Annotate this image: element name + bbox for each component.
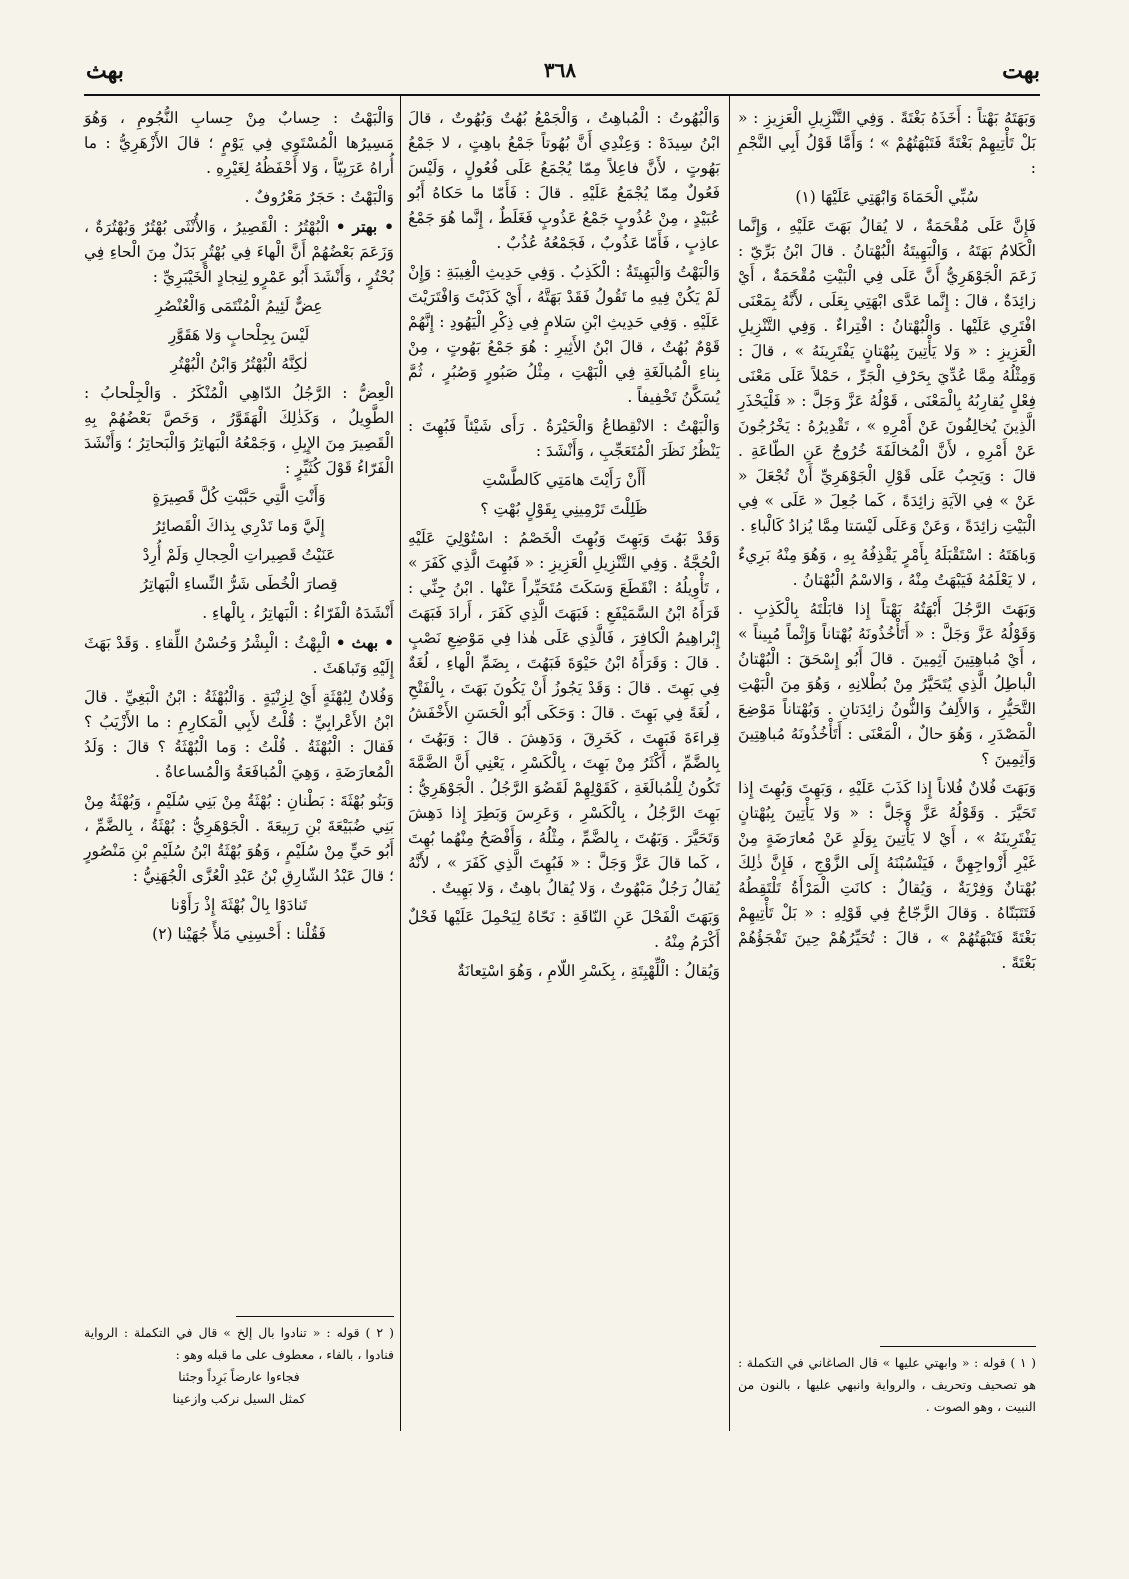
header-rule xyxy=(84,94,1040,96)
verse-line: فَقُلْنا : أَحْسِنِي مَلأً جُهَيْنا (٢) xyxy=(152,925,326,943)
column-divider-left xyxy=(400,96,401,1431)
verse-line: عَنَيْتُ قَصِيراتِ الْحِجالِ وَلَمْ أُرِدْ xyxy=(142,546,336,564)
paragraph: وَقَدْ بَهُتَ وَبَهِتَ وَبُهِتَ الْخَصْمُ : اسْتُوْلِيَ عَلَيْهِ الْحُجَّةُ . وَفِي التَّنْزِيلِ الْعَزِيزِ : « فَبُهِتَ الَّذِي كَفَرَ » ، تَأْوِيلُهُ : انْقَطَعَ وَسَكَتَ مُتَحَيِّراً عَنْها . ابْنُ جِنِّي : قَرَأَهُ ابْنُ السَّمَيْفَعِ : فَبَهَتَ الَّذِي كَفَرَ ، أَرادَ فَبَهَتَ إِبْراهِيمُ الْكافِرَ ، فَالَّذِي عَلَى هٰذا فِي مَوْضِعِ نَصْبٍ . قالَ : وَقَرَأَهُ ابْنُ حَيْوَةَ فَبَهُتَ ، بِضَمِّ الْهاءِ ، لُغَةٌ فِي بَهِتَ . قالَ : وَقَدْ يَجُوزُ أَنْ يَكُونَ بَهَتَ ، بِالْفَتْحِ ، لُغَةً فِي بَهِتَ . قالَ : وَحَكَى أَبُو الْحَسَنِ الأَخْفَشُ قِراءَةَ فَبَهِتَ ، كَخَرِقَ ، وَدَهِشَ . قالَ : وَبَهُتَ ، بِالضَّمِّ ، أَكْثَرُ مِنْ بَهِتَ ، بِالْكَسْرِ ، يَعْنِي أَنَّ الضَّمَّةَ تَكُونُ لِلْمُبالَغَةِ ، كَقَوْلِهِمْ لَقَضُوَ الرَّجُلُ . الْجَوْهَرِيُّ : بَهِتَ الرَّجُلُ ، بِالْكَسْرِ ، وَعَرِسَ وَبَطِرَ إِذا دَهِشَ وَتَحَيَّرَ . وَبَهُتَ ، بِالضَّمِّ ، مِثْلُهُ ، وَأَفْصَحُ مِنْهُما بُهِتَ ، كَما قالَ عَزَّ وَجَلَّ : « فَبُهِتَ الَّذِي كَفَرَ » ، لأَنَّهُ يُقالُ رَجُلٌ مَبْهُوتٌ ، وَلا يُقالُ باهِتٌ ، وَلا بَهِيتٌ . xyxy=(408,529,720,897)
entry-headword: • بهتر • xyxy=(335,217,394,236)
paragraph: وَالْبُهُوتُ : الْمُباهِتُ ، وَالْجَمْعُ بُهُتٌ وَبُهُوتٌ ، قالَ ابْنُ سِيدَهْ : وَعِنْدِي أَنَّ بُهُوتاً جَمْعُ باهِتٍ ، لا جَمْعُ بَهُوتٍ ، لأَنَّ فاعِلاً مِمّا يُجْمَعُ عَلَى فُعُولٍ ، وَلَيْسَ فَعُولٌ مِمّا يُجْمَعُ عَلَيْهِ . قالَ : فَأَمّا ما حَكاهُ أَبُو عُبَيْدٍ ، مِنْ عُذُوبٍ جَمْعُ عَذُوبٍ فَغَلَطٌ ، إِنَّما هُوَ جَمْعُ عاذِبٍ ، فَأَمّا عَذُوبٌ ، فَجَمْعُهُ عُذُبٌ . xyxy=(408,109,720,252)
column-divider-right xyxy=(729,96,730,1431)
paragraph: وَبَنُو بُهْثَةَ : بَطْنانِ : بُهْثَةُ مِنْ بَنِي سُلَيْمٍ ، وَبُهْثَةُ مِنْ بَنِي ضُبَيْعَةَ بْنِ رَبِيعَةَ . الْجَوْهَرِيُّ : بُهْثَةُ ، بِالضَّمِّ ، أَبُو حَيٍّ مِنْ سُلَيْمٍ ، وَهُوَ بُهْثَةُ ابْنُ سُلَيْمِ بْنِ مَنْصُورٍ ؛ قالَ عَبْدُ الشّارِقِ بْنُ عَبْدِ الْعُزَّى الْجُهَنِيُّ : xyxy=(84,792,394,885)
entry-bahath xyxy=(84,630,394,681)
footnote-rule-right xyxy=(880,1346,1036,1347)
verse-line: أَأَنْ رَأَيْتَ هامَتِي كَالطَّسْتِ xyxy=(482,471,646,489)
paragraph: وَبَهَتَ الْفَحْلَ عَنِ النّاقَةِ : نَحّاهُ لِيَحْمِلَ عَلَيْها فَحْلٌ أَكْرَمُ مِنْهُ . xyxy=(408,908,720,951)
footnote-text: ( ٢ ) قوله : « تنادوا بال إلخ » قال في التكملة : الرواية فنادوا ، بالفاء ، معطوف على ما قبله وهو : xyxy=(84,1325,394,1362)
column-right xyxy=(738,106,1036,1316)
paragraph: وَفُلانٌ لِبُهْثَةٍ أَيْ لِزِنْيَةٍ . وَالْبُهْثَةُ : ابْنُ الْبَغِيِّ . قالَ ابْنُ الأَعْرابِيِّ : قُلْتُ لأَبِي الْمَكارِمِ : ما الأَزْيَبُ ؟ فَقالَ : الْبُهْثَةُ . قُلْتُ : وَما الْبُهْثَةُ ؟ قالَ : وَلَدُ الْمُعارَضَةِ ، وَهِيَ الْمُبافَعَةُ وَالْمُساعاةُ . xyxy=(84,688,394,781)
paragraph: وَباهَتَهُ : اسْتَقْبَلَهُ بِأَمْرٍ يَقْذِفُهُ بِهِ ، وَهُوَ مِنْهُ بَرِيءٌ ، لا يَعْلَمُهُ فَيَبْهَتُ مِنْهُ ، وَالاسْمُ الْبُهْتانُ . xyxy=(738,546,1036,589)
paragraph: وَالْبَهْتُ وَالْبَهِيتَةُ : الْكَذِبُ . وَفِي حَدِيثِ الْغِيبَةِ : وَإِنْ لَمْ يَكُنْ فِيهِ ما تَقُولُ فَقَدْ بَهَتَّهُ ، أَيْ كَذَبْتَ وَافْتَرَيْتَ عَلَيْهِ . وَفِي حَدِيثِ ابْنِ سَلامٍ فِي ذِكْرِ الْيَهُودِ : إِنَّهُمْ قَوْمٌ بُهُتٌ ، قالَ ابْنُ الأَثِيرِ : هُوَ جَمْعُ بَهُوتٍ ، مِنْ بِناءِ الْمُبالَغَةِ فِي الْبَهْتِ ، مِثْلُ صَبُورٍ وَصُبُرٍ ، ثُمَّ يُسَكَّنُ تَخْفِيفاً . xyxy=(408,263,720,406)
page-number: ٣٦٨ xyxy=(543,58,577,82)
running-head-left-word: بهث xyxy=(86,58,124,84)
verse-line: عِضٌّ لَئِيمُ الْمُنْتَمَى وَالْعُنْصُرِ xyxy=(155,297,323,315)
verse-line: تَنادَوْا بِالْ بُهْثَةَ إِذْ رَأَوْنا xyxy=(170,896,308,914)
paragraph: وَبَهَتَهُ بَهْتاً : أَخَذَهُ بَغْتَةً . وَفِي التَّنْزِيلِ الْعَزِيزِ : « بَلْ تَأْتِيهِمْ بَغْتَةً فَتَبْهَتُهُمْ » ؛ وَأَمَّا قَوْلُ أَبِي النَّجْمِ : xyxy=(738,109,1036,177)
verse-line: قِصارَ الْخُطَى شَرُّ النِّساءِ الْبَهاتِرُ xyxy=(140,575,338,593)
paragraph: وَالْبَهْتُ : حِسابٌ مِنْ حِسابِ النُّجُومِ ، وَهُوَ مَسِيرُها الْمُسْتَوِي فِي يَوْمٍ ؛ قالَ الأَزْهَرِيُّ : ما أُراهُ عَرَبِيّاً ، وَلا أَحْفَظُهُ لِغَيْرِهِ . xyxy=(84,109,394,177)
column-left xyxy=(84,106,394,1336)
footnote-rule-left xyxy=(236,1316,394,1317)
column-middle xyxy=(408,106,720,1416)
entry-bohtur xyxy=(84,214,394,290)
verse-line: ظَلِلْتَ تَرْمِينِي بِقَوْلٍ بُهْتِ ؟ xyxy=(480,500,648,518)
verse-line: لٰكِنَّهُ الْبُهْتُرُ وَابْنُ الْبُهْتُرِ xyxy=(170,355,308,373)
footnote-right: ( ١ ) قوله : « وابهتي عليها » قال الصاغاني في التكملة : هو تصحيف وتحريف ، والرواية وانبهي عليها ، بالنون من النبيت ، وهو الصوت . xyxy=(738,1355,1036,1414)
paragraph: فَإِنَّ عَلَى مُقْحَمَةٌ ، لا يُقالُ بَهَتَ عَلَيْهِ ، وَإِنَّما الْكَلامُ بَهَتَهُ ، وَالْبَهِيتَةُ الْبُهْتانُ . قالَ ابْنُ بَرِّيّ : زَعَمَ الْجَوْهَرِيُّ أَنَّ عَلَى فِي الْبَيْتِ مُقْحَمَةٌ ، أَيْ زائِدَةٌ ، قالَ : إِنَّما عَدَّى ابْهَتِي بِعَلَى ، لأَنَّهُ بِمَعْنَى افْتَرِي عَلَيْها . وَالْبُهْتانُ : افْتِراءٌ . وَفِي التَّنْزِيلِ الْعَزِيزِ : « وَلا يَأْتِينَ بِبُهْتانٍ يَفْتَرِينَهُ » ، قالَ : وَمِثْلُهُ مِمَّا عُدِّيَ بِحَرْفِ الْجَرِّ ، حَمْلاً عَلَى مَعْنَى فِعْلٍ يُقارِبُهُ بِالْمَعْنَى ، قَوْلُهُ عَزَّ وَجَلَّ : « فَلْيَحْذَرِ الَّذِينَ يُخالِفُونَ عَنْ أَمْرِهِ » ، تَقْدِيرُهُ : يَخْرُجُونَ عَنْ أَمْرِهِ ، لأَنَّ الْمُخالَفَةَ خُرُوجٌ عَنِ الطّاعَةِ . قالَ : وَيَجِبُ عَلَى قَوْلِ الْجَوْهَرِيِّ أَنْ تُجْعَلَ « عَنْ » فِي الآيَةِ زائِدَةً ، كَما جُعِلَ « عَلَى » فِي الْبَيْتِ زائِدَةً ، وَعَنْ وَعَلَى لَيْسَتا مِمَّا يُزادُ كَالْباءِ . xyxy=(738,217,1036,535)
running-head xyxy=(80,52,1040,92)
entry-text: الْبُهْتُرُ : الْقَصِيرُ ، وَالأُنْثَى بُهْتُرٌ وَبُهْتُرَةٌ ، وَزَعَمَ بَعْضُهُمْ أَنَّ الْهاءَ فِي بُهْتُرٍ بَدَلٌ مِنَ الْحاءِ فِي بُحْتُرٍ ، وَأَنْشَدَ أَبُو عَمْرٍو لِنِجادٍ الْخَيْبَرِيِّ : xyxy=(84,218,394,286)
paragraph: وَالْبَهْتُ : الانْقِطاعُ وَالْحَيْرَةُ . رَأَى شَيْئاً فَبُهِتَ : يَنْظُرُ نَظَرَ الْمُتَعَجِّبِ ، وَأَنْشَدَ : xyxy=(408,417,720,460)
paragraph: أَنْشَدَهُ الْفَرّاءُ : الْبَهاتِرُ ، بِالْهاءِ . xyxy=(202,604,394,622)
entry-text: الْبِهْثُ : الْبِشْرُ وَحُسْنُ اللِّقاءِ . وَقَدْ بَهَثَ إِلَيْهِ وَتَباهَثَ . xyxy=(84,634,394,677)
footnote-verse: كمثل السيل نركب وازعينا xyxy=(172,1391,306,1406)
paragraph: وَيُقالُ : الْلِّهْبِتَةِ ، بِكَسْرِ اللّامِ ، وَهُوَ اسْتِعانَةٌ xyxy=(457,962,720,980)
paragraph: الْعِضُّ : الرَّجُلُ الدّاهِي الْمُنْكَرُ . وَالْجِلْحابُ : الطَّوِيلُ ، وَكَذٰلِكَ الْهَقَوَّرُ ، وَخَصَّ بَعْضُهُمْ بِهِ الْقَصِيرَ مِنَ الإِبِلِ ، وَجَمْعُهُ الْبَهاتِرُ وَالْبَحاتِرُ ؛ وَأَنْشَدَ الْفَرّاءُ قَوْلَ كُثَيِّرٍ : xyxy=(84,384,394,477)
paragraph: وَبَهَتَ فُلانٌ فُلاناً إِذا كَذَبَ عَلَيْهِ ، وَبَهِتَ وَبُهِتَ إِذا تَحَيَّرَ . وَقَوْلُهُ عَزَّ وَجَلَّ : « وَلا يَأْتِينَ بِبُهْتانٍ يَفْتَرِينَهُ » ، أَيْ لا يَأْتِينَ بِوَلَدٍ عَنْ مُعارَضَةٍ مِنْ غَيْرِ أَزْواجِهِنَّ ، فَيَنْسُبْنَهُ إِلَى الزَّوْجِ ، فَإِنَّ ذٰلِكَ بُهْتانٌ وَفِرْيَةٌ ، وَيُقالُ : كانَتِ الْمَرْأَةُ تَلْتَقِطُهُ فَتَتَبَنّاهُ . وَقالَ الزَّجّاجُ فِي قَوْلِهِ : « بَلْ تَأْتِيهِمْ بَغْتَةً فَتَبْهَتُهُمْ » ، قالَ : تُحَيِّرُهُمْ حِينَ تَفْجَؤُهُمْ بَغْتَةً . xyxy=(738,779,1036,972)
verse-line: سُبِّي الْحَمَاةَ وَابْهَتِي عَلَيْهَا (١) xyxy=(795,188,979,206)
footnote-verse: فجاءوا عارضاً بَرِداً وجئنا xyxy=(178,1369,300,1384)
running-head-right-word: بهت xyxy=(1002,58,1040,84)
paragraph: وَبَهَتَ الرَّجُلَ أَبْهَتُهُ بَهْتاً إِذا قابَلْتَهُ بِالْكَذِبِ . وَقَوْلُهُ عَزَّ وَجَلَّ : « أَتَأْخُذُونَهُ بُهْتاناً وَإِثْماً مُبِيناً » ، أَيْ مُباهِتِينَ آثِمِينَ . قالَ أَبُو إِسْحَقَ : الْبُهْتانُ الْباطِلُ الَّذِي يُتَحَيَّرُ مِنْ بُطْلانِهِ ، وَهُوَ مِنَ الْبَهْتِ التَّحَيُّرِ ، وَالأَلِفُ وَالنُّونُ زائِدَتانِ . وَبُهْتاناً مَوْضِعَ الْمَصْدَرِ ، وَهُوَ حالٌ ، الْمَعْنَى : أَتَأْخُذُونَهُ مُباهِتِينَ وَآثِمِينَ ؟ xyxy=(738,600,1036,768)
footnote-left xyxy=(84,1322,394,1410)
verse-line: وَأَنْتِ الَّتِي حَبَّبْتِ كُلَّ قَصِيرَةٍ xyxy=(152,488,326,506)
verse-line: إِلَيَّ وَما تَدْرِي بِذاكَ الْقَصائِرُ xyxy=(153,517,325,535)
entry-headword: • بهث • xyxy=(335,633,394,652)
paragraph: وَالْبَهْتُ : حَجَرٌ مَعْرُوفٌ . xyxy=(244,188,394,206)
verse-line: لَيْسَ بِجِلْحابٍ وَلا هَقَوَّرِ xyxy=(168,326,310,344)
